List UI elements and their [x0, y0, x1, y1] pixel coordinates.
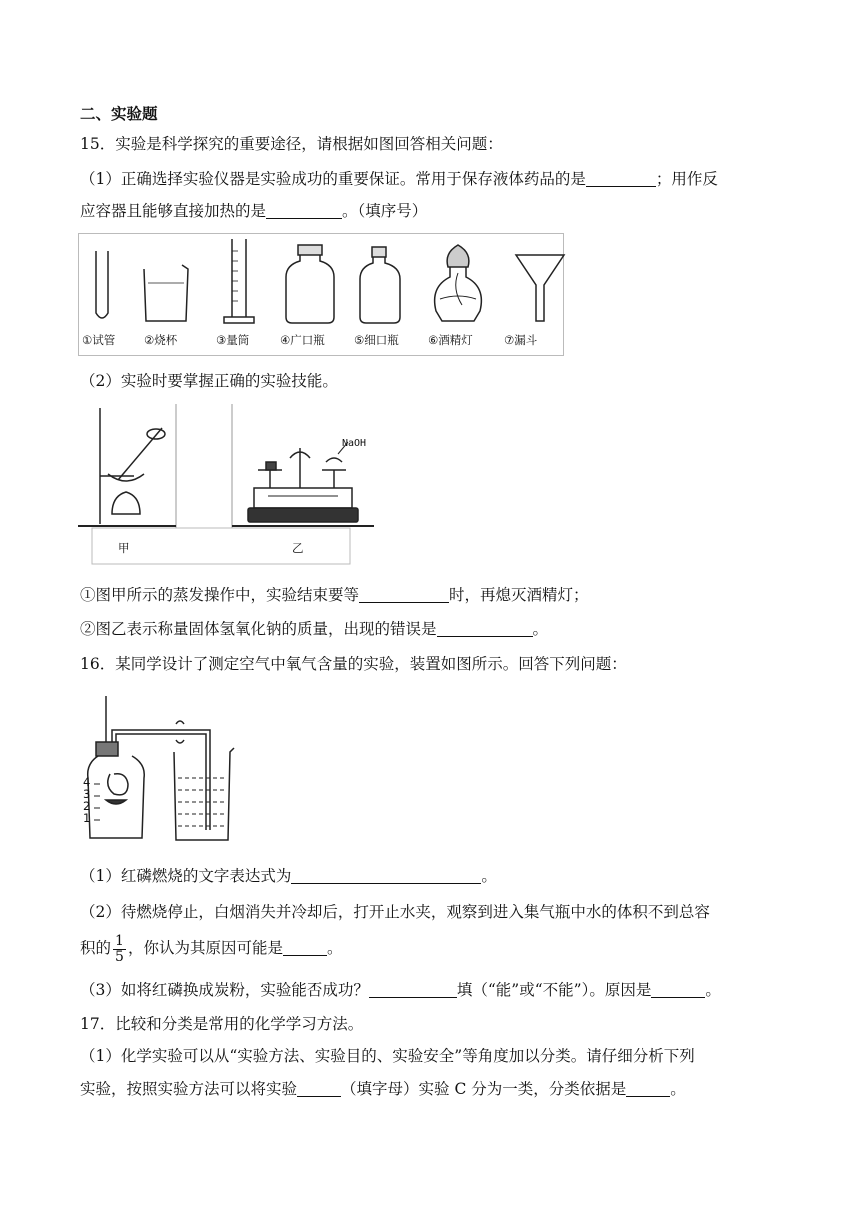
answer-blank-q15-3[interactable] — [359, 586, 449, 603]
q16-part3: （3）如将红磷换成炭粉，实验能否成功？ 填（“能”或“不能”）。原因是 。 — [80, 981, 721, 999]
q17-part1-line1: （1）化学实验可以从“实验方法、实验目的、实验安全”等角度加以分类。请仔细分析下列 — [80, 1047, 695, 1065]
scale-mark-2: 2 — [83, 799, 91, 813]
instrument-label-7: ⑦漏斗 — [504, 333, 538, 347]
answer-blank-q15-4[interactable] — [437, 620, 533, 637]
instrument-label-1: ①试管 — [82, 333, 116, 347]
figure-label-jia: 甲 — [118, 541, 130, 555]
q15-stem: 15．实验是科学探究的重要途径，请根据如图回答相关问题： — [80, 135, 503, 153]
scale-mark-4: 4 — [83, 775, 91, 789]
q17-part1-line2: 实验，按照实验方法可以将实验 （填字母）实验 C 分为一类，分类依据是 。 — [80, 1080, 686, 1098]
answer-blank-q15-2[interactable] — [266, 202, 342, 219]
figure-label-yi: 乙 — [292, 541, 304, 555]
instrument-label-6: ⑥酒精灯 — [428, 333, 473, 347]
scale-mark-3: 3 — [83, 787, 91, 801]
instrument-label-3: ③量筒 — [216, 333, 250, 347]
answer-blank-q16-4[interactable] — [651, 981, 705, 998]
answer-blank-q17-2[interactable] — [626, 1080, 670, 1097]
oxygen-apparatus-figure — [84, 694, 240, 850]
fraction-one-fifth: $\frac{1}{5}$ — [115, 932, 124, 965]
q15-sub2: ②图乙表示称量固体氢氧化钠的质量，出现的错误是 。 — [80, 620, 549, 638]
section-title: 二、实验题 — [80, 104, 158, 123]
answer-blank-q15-1[interactable] — [586, 170, 656, 187]
q15-part1-line1: （1）正确选择实验仪器是实验成功的重要保证。常用于保存液体药品的是 ；用作反 — [80, 170, 718, 188]
naoh-label: NaOH — [342, 438, 367, 449]
answer-blank-q16-1[interactable] — [291, 867, 481, 884]
answer-blank-q16-2[interactable] — [283, 939, 327, 956]
answer-blank-q16-3[interactable] — [369, 981, 457, 998]
instrument-label-2: ②烧杯 — [144, 333, 178, 347]
q16-part2-line1: （2）待燃烧停止，白烟消失并冷却后，打开止水夹，观察到进入集气瓶中水的体积不到总容 — [80, 903, 710, 921]
instruments-figure — [78, 233, 566, 357]
q16-stem: 16．某同学设计了测定空气中氧气含量的实验，装置如图所示。回答下列问题： — [80, 655, 627, 673]
q17-stem: 17．比较和分类是常用的化学学习方法。 — [80, 1015, 364, 1033]
answer-blank-q17-1[interactable] — [297, 1080, 341, 1097]
instrument-label-5: ⑤细口瓶 — [354, 333, 399, 347]
q16-part2-line2: 积的 $\frac{1}{5}$ ，你认为其原因可能是 。 — [80, 932, 343, 965]
instrument-label-4: ④广口瓶 — [280, 333, 325, 347]
evaporation-weighing-figure — [78, 404, 374, 566]
q15-part2: （2）实验时要掌握正确的实验技能。 — [80, 372, 338, 390]
q16-part1: （1）红磷燃烧的文字表达式为 。 — [80, 867, 497, 885]
q15-sub1: ①图甲所示的蒸发操作中，实验结束要等 时，再熄灭酒精灯； — [80, 586, 589, 604]
q15-part1-line2: 应容器且能够直接加热的是 。（填序号） — [80, 202, 428, 220]
scale-mark-1: 1 — [83, 811, 91, 825]
